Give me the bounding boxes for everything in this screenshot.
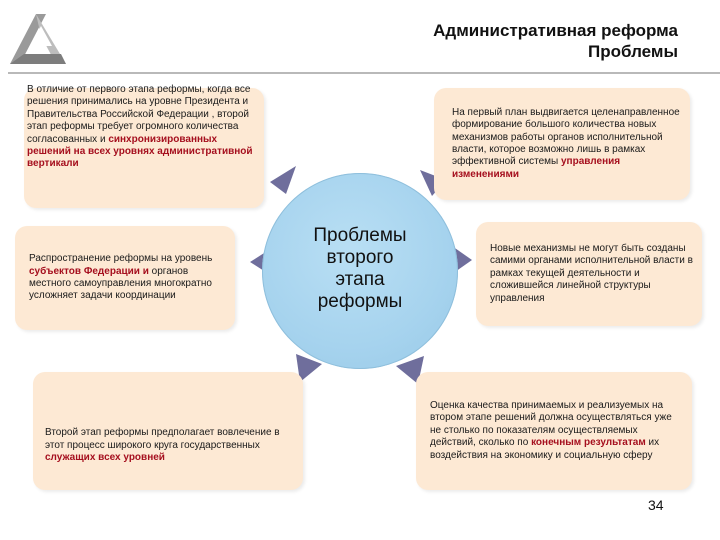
problem-box-bottom-right (416, 372, 692, 490)
problem-box-middle-left (15, 226, 235, 330)
problem-text-part: На первый план выдвигается целенаправленное формирование большого количества новых механизмов работы органов исполнительной власти, которое возможно лишь в рамках эффективной системы (452, 106, 680, 168)
problem-text-middle-left (29, 253, 229, 303)
title-line-1: Административная реформа (433, 21, 678, 40)
problem-highlight: управления изменениями (452, 156, 621, 180)
problem-text-top-left (27, 84, 256, 171)
problem-text-part: Второй этап реформы предполагает вовлечение в этот процесс широкого круга государственных (45, 427, 280, 451)
problem-text-part: Распространение реформы на уровень (29, 253, 213, 265)
page-title (433, 20, 678, 62)
problem-text-bottom-right (430, 400, 684, 462)
problem-text-part: их воздействия на экономику и социальную сферу (430, 437, 660, 461)
center-line-3: этапа (335, 269, 385, 290)
problem-text-top-right (452, 107, 680, 181)
title-line-2: Проблемы (588, 42, 678, 61)
problem-text-part: Оценка качества принимаемых и реализуемых на втором этапе решений должна осуществляться уже не столько по показателям осуществляемых действий, сколько по (430, 399, 672, 449)
problem-highlight: конечным результатам (531, 437, 646, 449)
problem-text-middle-right: Новые механизмы не могут быть созданы самими органами исполнительной власти в рамках текущей деятельности и сложившейся линейной структуры управления (490, 242, 693, 304)
problem-box-bottom-left (33, 372, 303, 490)
problem-box-top-left (24, 84, 264, 208)
problem-box-top-right (434, 88, 690, 200)
problem-highlight: субъектов Федерации и (29, 265, 149, 277)
problem-highlight: служащих всех уровней (45, 452, 165, 464)
header-divider (8, 72, 720, 74)
page-number: 34 (648, 497, 664, 513)
problem-text-part: органов местного самоуправления многократно усложняет задачи координации (29, 265, 212, 302)
logo-icon (6, 6, 70, 70)
arrow-up-left-icon (270, 166, 296, 194)
problem-box-middle-right (476, 222, 702, 326)
center-label (262, 225, 458, 313)
center-line-4: реформы (317, 291, 403, 312)
problem-highlight: синхронизированных решений на всех уровнях административной вертикали (27, 133, 253, 170)
center-line-2: второго (326, 247, 394, 268)
problem-text-bottom-left (45, 427, 295, 464)
center-line-1: Проблемы (313, 225, 407, 246)
problem-text-part: В отличие от первого этапа реформы, когда все решения принимались на уровне Президента и Правительства Российской Федерации , второй этап реформы требует огромного количества согласованных и (27, 84, 251, 145)
